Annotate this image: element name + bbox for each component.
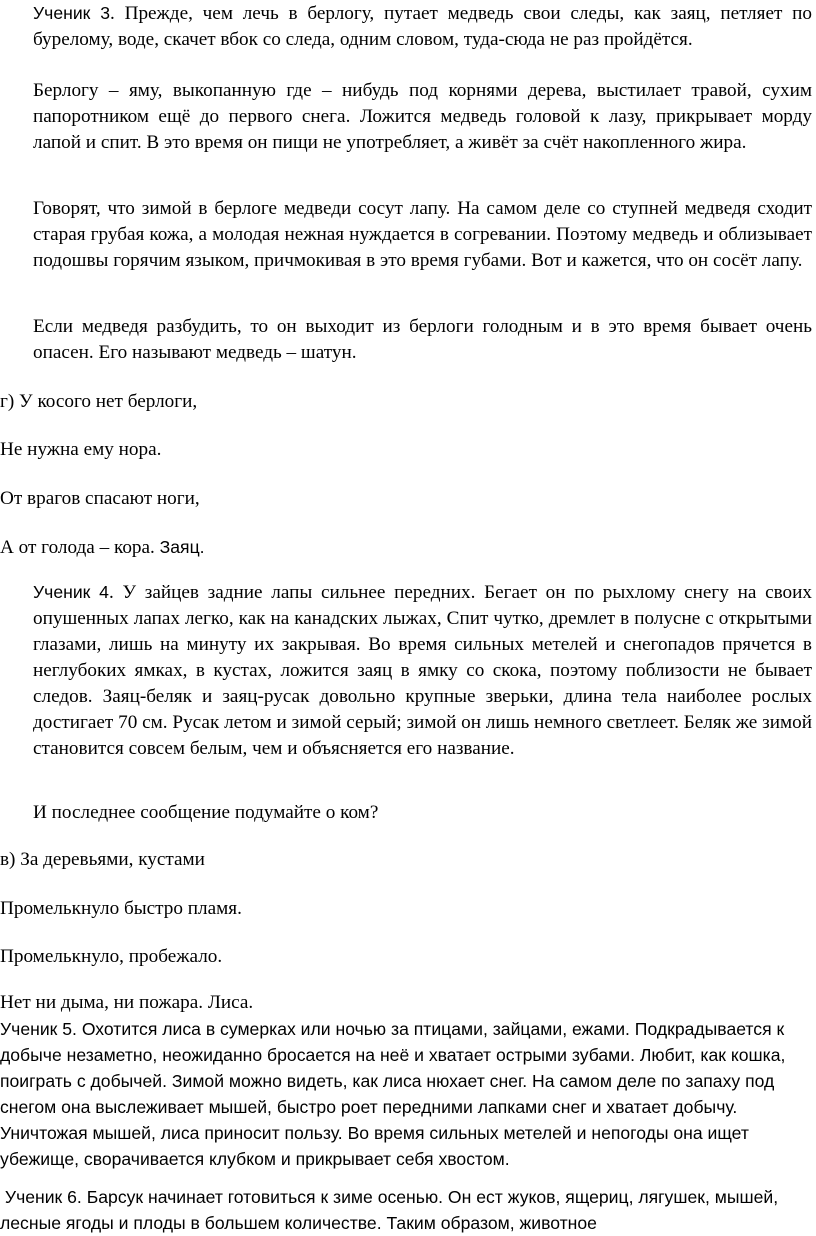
paragraph-student-4 bbox=[0, 579, 816, 762]
riddle-text: А от голода – кора. bbox=[0, 537, 155, 558]
riddle-g-line-2: Не нужна ему нора. bbox=[0, 439, 162, 460]
paragraph-student-3 bbox=[0, 0, 816, 53]
paragraph-student-5: Ученик 5. Охотится лиса в сумерках или ночью за птицами, зайцами, ежами. Подкрадывается к добыче незаметно, неожиданно бросается на неё и хватает острыми зубами. Любит, как кошка, поиграть с добычей. Зимой можно видеть, как лиса нюхает снег. На самом деле по запаху под снегом она выслеживает мышей, быстро роет передними лапками снег и хватает добычу. Уничтожая мышей, лиса приносит пользу. Во время сильных метелей и непогоды она ищет убежище, сворачивается клубком и прикрывает себя хвостом. bbox=[0, 1019, 786, 1169]
riddle-v-line-2: Промелькнуло быстро пламя. bbox=[0, 898, 242, 919]
paragraph-text: . У зайцев задние лапы сильнее передних. Бегает он по рыхлому снегу на своих опушенных лапах легко, как на канадских лыжах, Спит чутко, дремлет в полусне с открытыми глазами, лишь на минуту их закрывая. Во время сильных метелей и снегопадов прячется в неглубоких ямках, в кустах, ложится заяц в ямку со скока, поэтому поблизости не бывает следов. Заяц-беляк и заяц-русак довольно крупные зверьки, длина тела наиболее рослых достигает 70 см. Русак летом и зимой серый; зимой он лишь немного светлеет. Беляк же зимой становится совсем белым, чем и объясняется его название. bbox=[33, 582, 812, 759]
paragraph-student-6: Ученик 6. Барсук начинает готовиться к зиме осенью. Он ест жуков, ящериц, лягушек, мышей, лесные ягоды и плоды в большем количестве. Таким образом, животное bbox=[0, 1187, 783, 1233]
riddle-v-line-1: в) За деревьями, кустами bbox=[0, 849, 205, 870]
riddle-g-line-1: г) У косого нет берлоги, bbox=[0, 391, 198, 412]
paragraph-den: Берлогу – яму, выкопанную где – нибудь под корнями дерева, выстилает травой, сухим папоротником ещё до первого снега. Ложится медведь головой к лазу, прикрывает морду лапой и спит. В это время он пищи не употребляет, а живёт за счёт накопленного жира. bbox=[33, 80, 812, 153]
question-line: И последнее сообщение подумайте о ком? bbox=[33, 802, 379, 823]
riddle-g-line-3: От врагов спасают ноги, bbox=[0, 488, 200, 509]
riddle-g-line-4 bbox=[0, 534, 209, 561]
paragraph-text: . Прежде, чем лечь в берлогу, путает медведь свои следы, как заяц, петляет по бурелому, воде, скачет вбок со следа, одним словом, туда-сюда не раз пройдётся. bbox=[33, 3, 812, 50]
riddle-v-line-3: Промелькнуло, пробежало. bbox=[0, 946, 223, 967]
paragraph-paw: Говорят, что зимой в берлоге медведи сосут лапу. На самом деле со ступней медведя сходит старая грубая кожа, а молодая нежная нуждается в согревании. Поэтому медведь и облизывает подошвы горячим языком, причмокивая в это время губами. Вот и кажется, что он сосёт лапу. bbox=[33, 198, 812, 271]
riddle-v-line-4: Нет ни дыма, ни пожара. Лиса. bbox=[0, 992, 254, 1013]
student-label: Ученик 4 bbox=[33, 582, 109, 602]
student-label: Ученик 3 bbox=[33, 3, 111, 23]
riddle-answer: Заяц. bbox=[159, 537, 205, 557]
paragraph-shatun: Если медведя разбудить, то он выходит из берлоги голодным и в это время бывает очень опасен. Его называют медведь – шатун. bbox=[33, 316, 812, 363]
